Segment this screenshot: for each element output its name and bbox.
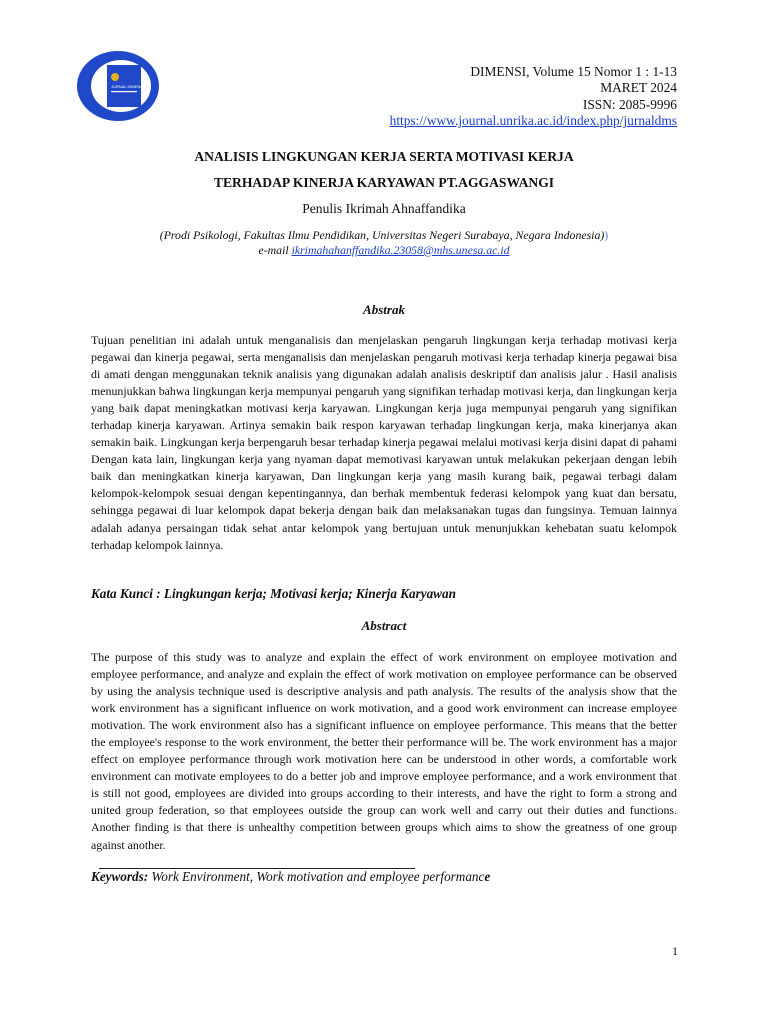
email-label: e-mail <box>258 243 292 257</box>
abstrak-heading: Abstrak <box>363 302 405 317</box>
journal-meta <box>390 64 677 130</box>
date-line: MARET 2024 <box>600 80 677 96</box>
kata-kunci: Kata Kunci : Lingkungan kerja; Motivasi kerja; Kinerja Karyawan <box>91 586 456 601</box>
page-number: 1 <box>672 944 678 958</box>
paper-title-line1: ANALISIS LINGKUNGAN KERJA SERTA MOTIVASI KERJA <box>194 149 574 164</box>
abstrak-paragraph: Tujuan penelitian ini adalah untuk menganalisis dan menjelaskan pengaruh lingkungan kerja terhadap motivasi kerja pegawai dan kinerja pegawai, serta menganalisis dan menjelaskan pengaruh motivasi kerja terhadap kinerja pegawai bisa di amati dengan menggunakan teknik analisis yang digunakan adalah analisis deskriptif dan analisis jalur . Hasil analisis menunjukkan bahwa lingkungan kerja mempunyai pengaruh yang signifikan terhadap motivasi kerja, dan lingkungan kerja yang baik dapat meningkatkan motivasi kerja karyawan. Lingkungan kerja juga mempunyai pengaruh yang signifikan terhadap kinerja karyawan. Artinya semakin baik respon karyawan terhadap lingkungan kerja, maka kinerjanya akan semakin baik. Lingkungan kerja berpengaruh besar terhadap kinerja pegawai melalui motivasi kerja disini dapat di pahami Dengan kata lain, lingkungan kerja yang nyaman dapat memotivasi karyawan untuk melakukan pekerjaan dengan lebih baik dan meningkatkan kinerja karyawan, Dan lingkungan kerja yang masih kurang baik, pegawai terbagi dalam kelompok-kelompok sesuai dengan kepentingannya, dan berhak membentuk federasi kelompok yang kuat dan bersatu, sehingga pegawai di luar kelompok dapat bekerja dengan baik dan melaksanakan tugas dan fungsinya. Temuan lainnya adalah adanya persaingan tidak sehat antar kelompok yang bertujuan untuk menunjukkan kehebatan suatu kelompok terhadap kelompok lainnya. <box>91 333 677 552</box>
keywords-last-char: e <box>484 869 491 884</box>
abstract-paragraph: The purpose of this study was to analyze and explain the effect of work environment on employee motivation and employee performance, and analyze and explain the effect of work motivation on employee performance can be observed by using the analysis technique used is descriptive analysis and path analysis. The results of the analysis show that the work environment has a significant influence on work motivation, and a good work environment can increase employee motivation. The work environment also has a significant influence on employee performance. This means that the better the employee's response to the work environment, the better their performance will be. The work environment has a major effect on employee performance through work motivation here can be understood in other words, a comfortable work environment can motivate employees to do a better job and improve employee performance, and a work environment that is still not good, employees are divided into groups according to their interests, and have the right to form a strong and united group federation, so that employees outside the group can work well and carry out their duties and functions. Another finding is that there is unhealthy competition between groups which aims to show the greatness of one group against another. <box>91 650 677 852</box>
volume-line: DIMENSI, Volume 15 Nomor 1 : 1-13 <box>470 64 677 79</box>
keywords-text: Work Environment, Work motivation and employee performanc <box>148 869 485 884</box>
logo-line <box>111 91 137 92</box>
issn-line: ISSN: 2085-9996 <box>582 96 677 112</box>
paper-title-line2: TERHADAP KINERJA KARYAWAN PT.AGGASWANGI <box>213 175 555 190</box>
journal-url-link[interactable]: https://www.journal.unrika.ac.id/index.php/jurnaldms <box>389 113 677 129</box>
journal-logo <box>77 51 159 121</box>
affiliation-text: (Prodi Psikologi, Fakultas Ilmu Pendidikan, Universitas Negeri Surabaya, Negara Indonesia) <box>159 228 605 242</box>
affiliation-block <box>0 228 768 258</box>
keywords-line <box>91 869 490 885</box>
keywords-label: Keywords: <box>91 869 149 884</box>
abstract-heading: Abstract <box>361 618 407 633</box>
logo-emblem <box>111 73 119 81</box>
author-name: Penulis Ikrimah Ahnaffandika <box>302 201 466 216</box>
affiliation-extra-paren: ) <box>604 228 609 242</box>
logo-text: JURNAL DIMENSI <box>111 84 145 89</box>
email-link[interactable]: ikrimahahanffandika.23058@mhs.unesa.ac.id <box>291 243 510 257</box>
